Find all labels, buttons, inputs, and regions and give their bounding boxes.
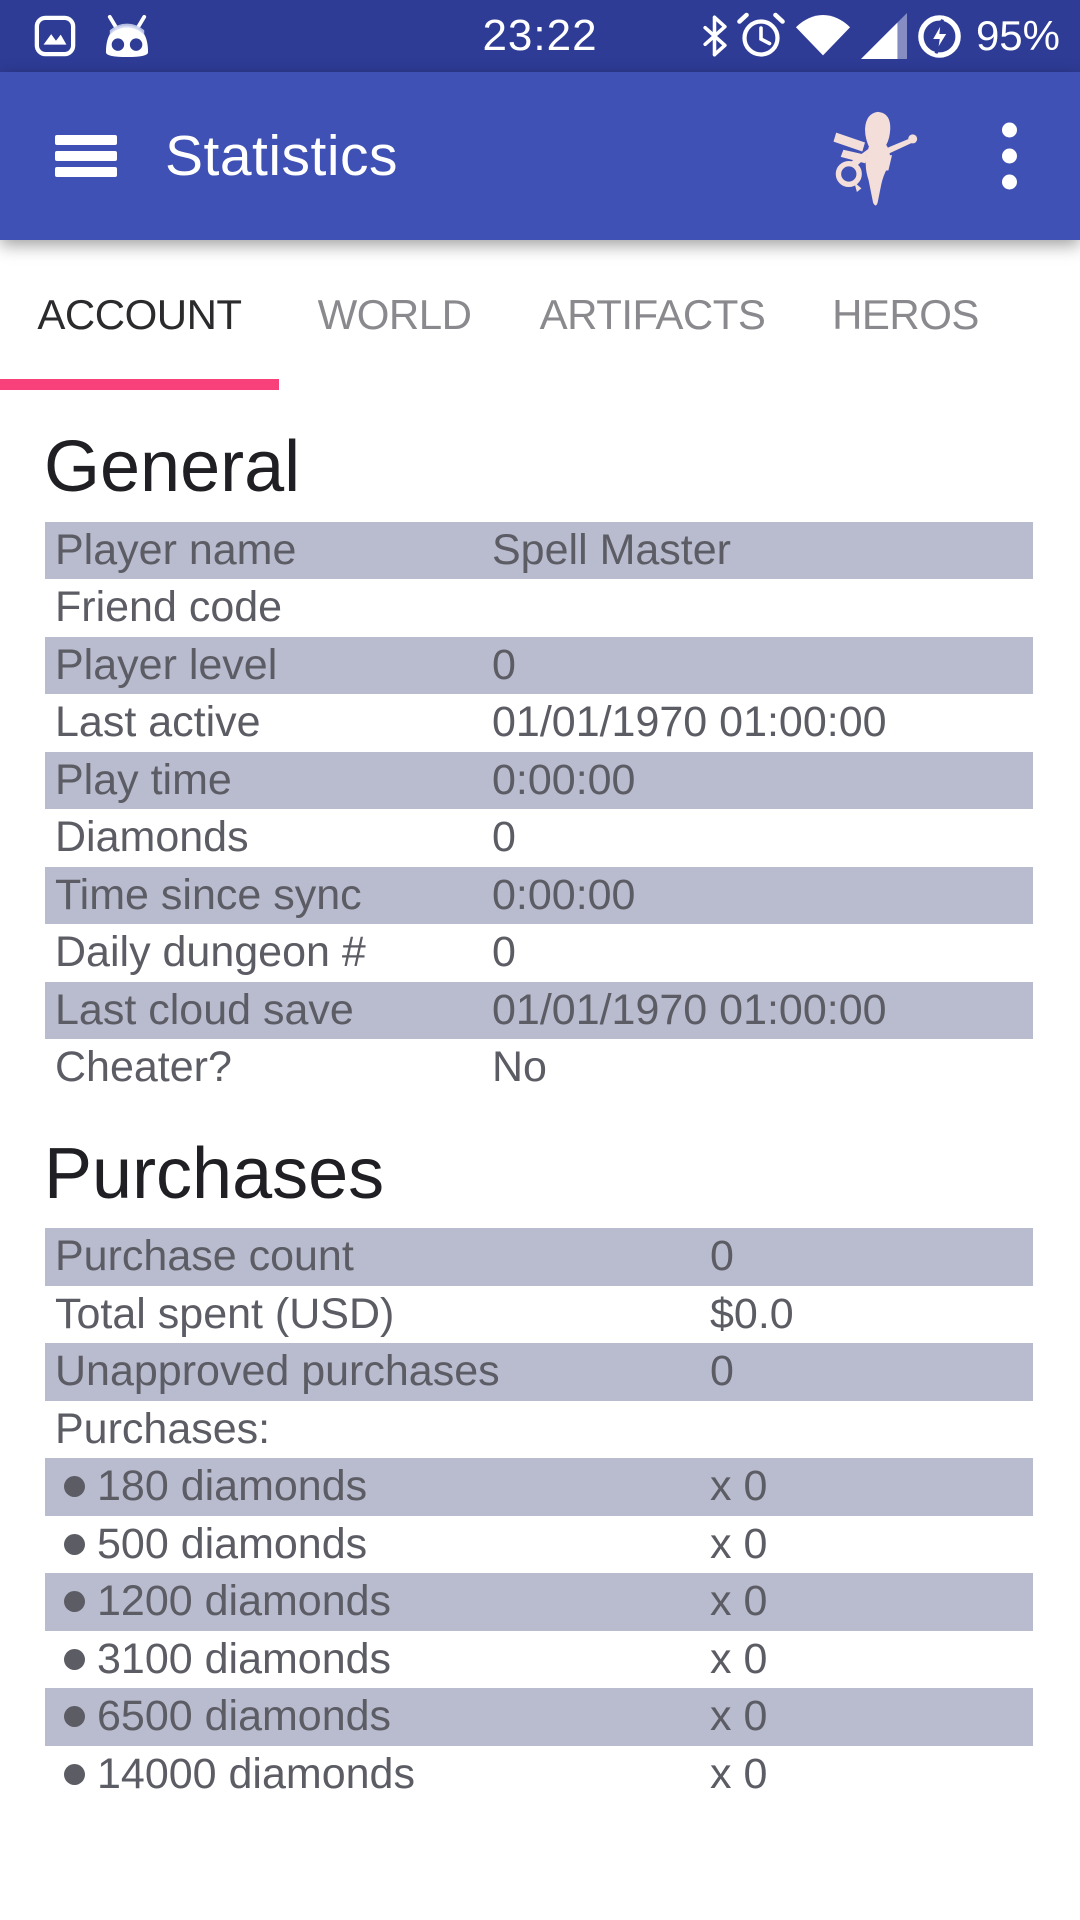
status-bar-system-icons	[701, 12, 1080, 60]
table-row	[45, 579, 1033, 637]
row-label: Diamonds	[55, 813, 249, 862]
row-value: 01/01/1970 01:00:00	[492, 985, 887, 1034]
purchases-table	[0, 1228, 1080, 1803]
overflow-dot	[1002, 123, 1017, 138]
table-row	[45, 1401, 1033, 1459]
purchase-count: x 0	[710, 1749, 768, 1798]
bullet-icon	[64, 1764, 85, 1785]
row-label: Friend code	[55, 583, 283, 632]
purchase-count: x 0	[710, 1577, 768, 1626]
purchase-list-item	[45, 1573, 1033, 1631]
table-row	[45, 637, 1033, 695]
row-label: Daily dungeon #	[55, 928, 366, 977]
tab-artifacts[interactable]: ARTIFACTS	[539, 291, 766, 338]
row-value: 0	[492, 813, 516, 862]
table-row	[45, 1039, 1033, 1097]
row-value: $0.0	[710, 1289, 794, 1338]
table-row	[45, 1228, 1033, 1286]
purchase-count: x 0	[710, 1634, 768, 1683]
bullet-icon	[64, 1591, 85, 1612]
menu-icon-bar	[55, 151, 117, 161]
page-title: Statistics	[165, 124, 399, 188]
table-row	[45, 522, 1033, 580]
table-row	[45, 867, 1033, 925]
purchase-label: 3100 diamonds	[97, 1634, 392, 1683]
row-value: 0:00:00	[492, 755, 636, 804]
row-value: No	[492, 1043, 547, 1092]
row-label: Player level	[55, 640, 278, 689]
purchase-label: 180 diamonds	[97, 1462, 368, 1511]
section-title-purchases: Purchases	[44, 1133, 385, 1214]
purchase-count: x 0	[710, 1462, 768, 1511]
wifi-icon	[794, 14, 852, 58]
table-row	[45, 982, 1033, 1040]
menu-icon-bar	[55, 135, 117, 145]
purchase-count: x 0	[710, 1692, 768, 1741]
menu-icon[interactable]	[55, 135, 117, 177]
overflow-dot	[1002, 149, 1017, 164]
table-row	[45, 752, 1033, 810]
row-label: Last active	[55, 698, 261, 747]
alarm-icon	[737, 12, 785, 60]
table-row	[45, 924, 1033, 982]
tab-bar	[0, 240, 1080, 390]
bluetooth-icon	[701, 15, 728, 57]
row-label: Play time	[55, 755, 232, 804]
bullet-icon	[64, 1476, 85, 1497]
signal-icon	[861, 13, 907, 59]
purchase-label: 6500 diamonds	[97, 1692, 392, 1741]
bullet-icon	[64, 1706, 85, 1727]
row-label: Last cloud save	[55, 985, 354, 1034]
battery-percent: 95%	[975, 12, 1060, 59]
row-value: 0	[492, 928, 516, 977]
general-table	[0, 522, 1080, 1097]
table-row	[45, 694, 1033, 752]
app-bar	[0, 72, 1080, 240]
row-label: Player name	[55, 525, 297, 574]
bullet-icon	[64, 1534, 85, 1555]
row-label: Total spent (USD)	[55, 1289, 395, 1338]
row-label: Purchases:	[55, 1404, 271, 1453]
purchase-count: x 0	[710, 1519, 768, 1568]
row-value: 0:00:00	[492, 870, 636, 919]
status-bar	[0, 0, 1080, 72]
status-bar-clock: 23:22	[482, 11, 598, 60]
active-tab-indicator	[0, 379, 279, 390]
purchase-list-item	[45, 1746, 1033, 1804]
purchase-list-item	[45, 1458, 1033, 1516]
bullet-icon	[64, 1649, 85, 1670]
table-row	[45, 809, 1033, 867]
purchase-label: 500 diamonds	[97, 1519, 368, 1568]
purchase-list-item	[45, 1631, 1033, 1689]
overflow-dot	[1002, 175, 1017, 190]
battery-saver-icon	[916, 13, 963, 60]
row-value: 0	[492, 640, 516, 689]
row-label: Purchase count	[55, 1232, 354, 1281]
purchase-label: 1200 diamonds	[97, 1577, 392, 1626]
overflow-menu-icon[interactable]	[996, 117, 1023, 196]
fairy-icon[interactable]	[818, 102, 930, 210]
row-value: 01/01/1970 01:00:00	[492, 698, 887, 747]
status-bar-notification-icons	[0, 14, 152, 58]
tab-account[interactable]: ACCOUNT	[37, 291, 242, 338]
row-label: Unapproved purchases	[55, 1347, 500, 1396]
table-row	[45, 1343, 1033, 1401]
row-value: Spell Master	[492, 525, 731, 574]
row-label: Time since sync	[55, 870, 362, 919]
row-value: 0	[710, 1347, 734, 1396]
cyanogenmod-mascot-icon	[102, 14, 152, 58]
table-row	[45, 1286, 1033, 1344]
purchase-list-item	[45, 1516, 1033, 1574]
tab-heros[interactable]: HEROS	[832, 291, 979, 338]
menu-icon-bar	[55, 167, 117, 177]
row-label: Cheater?	[55, 1043, 232, 1092]
purchase-label: 14000 diamonds	[97, 1749, 415, 1798]
tab-world[interactable]: WORLD	[317, 291, 472, 338]
section-title-general: General	[44, 427, 301, 507]
gallery-icon	[34, 15, 76, 57]
purchase-list-item	[45, 1688, 1033, 1746]
row-value: 0	[710, 1232, 734, 1281]
